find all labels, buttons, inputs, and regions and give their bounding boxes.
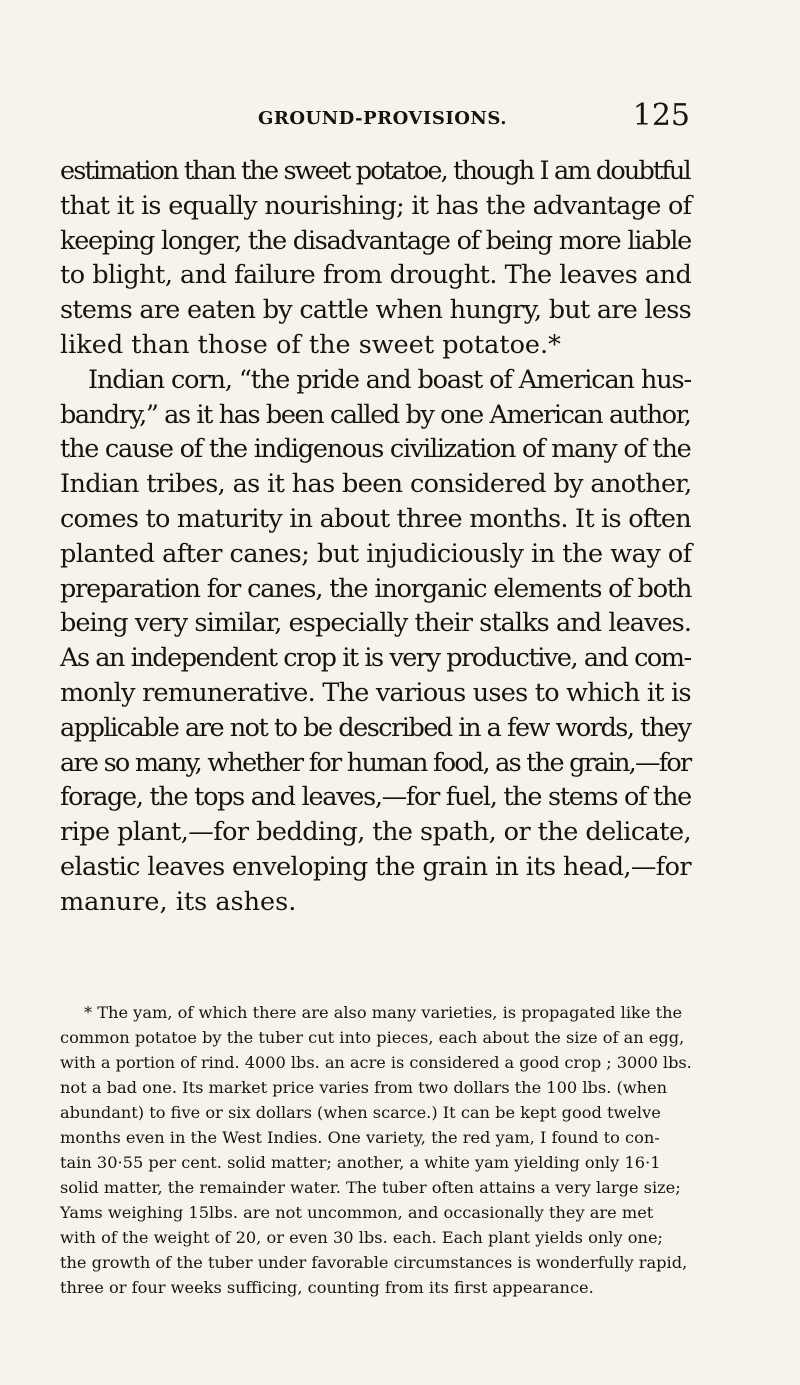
footnote-line: with of the weight of 20, or even 30 lbs. each. Each plant yields only one; [60,1228,663,1247]
running-head [60,98,690,142]
footnote-line: common potatoe by the tuber cut into pieces, each about the size of an egg, [60,1028,685,1047]
body-line: As an independent crop it is very productive, and com- [60,643,691,674]
footnote-line: abundant) to five or six dollars (when scarce.) It can be kept good twelve [60,1103,661,1122]
footnote-line: solid matter, the remainder water. The tuber often attains a very large size; [60,1178,681,1197]
body-line: that it is equally nourishing; it has the advantage of [60,190,692,221]
body-line: Indian tribes, as it has been considered by another, [60,469,692,500]
footnote-line: * The yam, of which there are also many varieties, is propagated like the [84,1003,683,1022]
footnote-line: not a bad one. Its market price varies from two dollars the 100 lbs. (when [60,1078,668,1097]
body-line: comes to maturity in about three months. It is often [60,503,691,534]
body-line: elastic leaves enveloping the grain in its head,—for [60,851,691,882]
body-line: being very similar, especially their stalks and leaves. [60,608,692,639]
body-line: to blight, and failure from drought. The leaves and [60,260,692,291]
footnote-line: Yams weighing 15lbs. are not uncommon, and occasionally they are met [60,1203,654,1222]
body-line: Indian corn, “the pride and boast of American hus- [88,364,692,395]
body-line: the cause of the indigenous civilization of many of the [60,434,691,465]
footnote-line: tain 30·55 per cent. solid matter; another, a white yam yielding only 16·1 [60,1153,661,1172]
body-line: ripe plant,—for bedding, the spath, or the delicate, [60,817,692,848]
body-line: forage, the tops and leaves,—for fuel, the stems of the [60,782,691,813]
footnote-line: with a portion of rind. 4000 lbs. an acre is considered a good crop ; 3000 lbs. [60,1053,692,1072]
footnote [60,1000,692,1300]
body-line: estimation than the sweet potatoe, though I am doubtful [60,156,690,186]
body-line: bandry,” as it has been called by one American author, [60,399,691,430]
page-number: 125 [632,98,690,133]
body-line: manure, its ashes. [60,886,297,917]
body-line: planted after canes; but injudiciously in the way of [60,538,692,569]
footnote-line: months even in the West Indies. One variety, the red yam, I found to con- [60,1128,660,1147]
body-line: applicable are not to be described in a few words, they [60,712,691,743]
body-line: monly remunerative. The various uses to which it is [60,677,691,708]
body-line: liked than those of the sweet potatoe.* [60,329,561,360]
running-title: GROUND-PROVISIONS. [258,108,507,129]
footnote-line: the growth of the tuber under favorable circumstances is wonderfully rapid, [60,1253,688,1272]
body-line: keeping longer, the disadvantage of being more liable [60,225,691,256]
footnote-line: three or four weeks sufficing, counting from its first appearance. [60,1278,594,1297]
body-text [60,154,692,920]
body-line: stems are eaten by cattle when hungry, but are less [60,295,691,326]
body-line: preparation for canes, the inorganic elements of both [60,573,692,604]
body-line: are so many, whether for human food, as the grain,—for [60,747,691,778]
